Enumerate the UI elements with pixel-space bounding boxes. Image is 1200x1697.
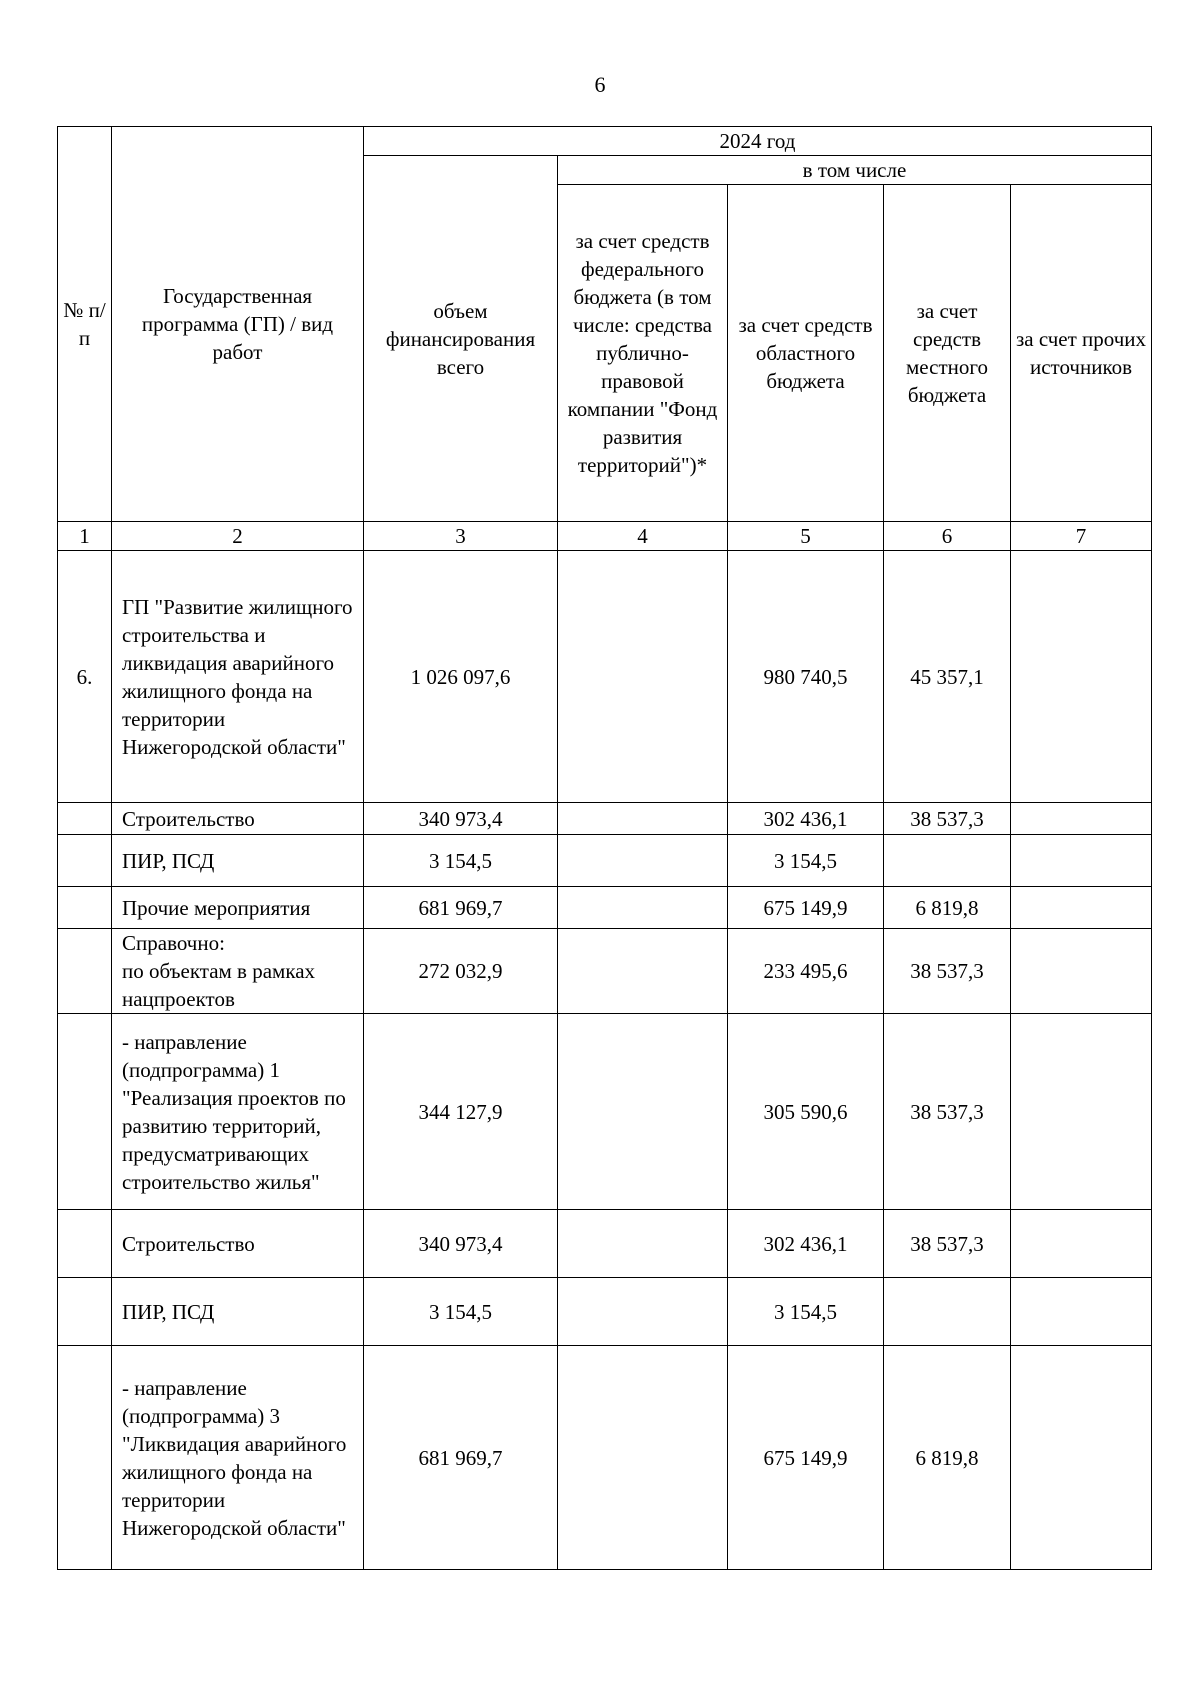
federal-budget xyxy=(558,929,728,1014)
total-funding: 1 026 097,6 xyxy=(364,551,558,803)
column-number: 2 xyxy=(112,522,364,551)
local-budget: 38 537,3 xyxy=(884,803,1011,835)
header-federal-budget: за счет средств федерального бюджета (в том числе: средства публично-правовой компании "Фонд развития территорий")* xyxy=(558,185,728,522)
header-row-number: № п/п xyxy=(58,127,112,522)
local-budget: 6 819,8 xyxy=(884,1346,1011,1570)
table-row xyxy=(58,1210,1152,1278)
regional-budget: 305 590,6 xyxy=(728,1014,884,1210)
regional-budget: 302 436,1 xyxy=(728,803,884,835)
total-funding: 272 032,9 xyxy=(364,929,558,1014)
work-type: Прочие мероприятия xyxy=(112,887,364,929)
table-header xyxy=(58,127,1152,551)
local-budget: 38 537,3 xyxy=(884,929,1011,1014)
table-row xyxy=(58,835,1152,887)
total-funding: 340 973,4 xyxy=(364,1210,558,1278)
row-number xyxy=(58,1346,112,1570)
table-row xyxy=(58,1278,1152,1346)
header-program-name: Государственная программа (ГП) / вид работ xyxy=(112,127,364,522)
work-type: Строительство xyxy=(112,803,364,835)
row-number: 6. xyxy=(58,551,112,803)
row-number xyxy=(58,1014,112,1210)
other-sources xyxy=(1011,887,1152,929)
work-type: ПИР, ПСД xyxy=(112,1278,364,1346)
local-budget: 45 357,1 xyxy=(884,551,1011,803)
federal-budget xyxy=(558,1210,728,1278)
total-funding: 3 154,5 xyxy=(364,1278,558,1346)
table-row xyxy=(58,551,1152,803)
other-sources xyxy=(1011,1278,1152,1346)
federal-budget xyxy=(558,1278,728,1346)
column-number: 1 xyxy=(58,522,112,551)
table-row xyxy=(58,1014,1152,1210)
column-number: 3 xyxy=(364,522,558,551)
total-funding: 681 969,7 xyxy=(364,887,558,929)
federal-budget xyxy=(558,1346,728,1570)
other-sources xyxy=(1011,1346,1152,1570)
row-number xyxy=(58,887,112,929)
row-number xyxy=(58,1278,112,1346)
column-number-row xyxy=(58,522,1152,551)
column-number: 4 xyxy=(558,522,728,551)
column-number: 5 xyxy=(728,522,884,551)
federal-budget xyxy=(558,835,728,887)
other-sources xyxy=(1011,835,1152,887)
table-row xyxy=(58,803,1152,835)
header-total-funding: объем финансирования всего xyxy=(364,156,558,522)
header-regional-budget: за счет средств областного бюджета xyxy=(728,185,884,522)
table-row xyxy=(58,1346,1152,1570)
regional-budget: 302 436,1 xyxy=(728,1210,884,1278)
federal-budget xyxy=(558,551,728,803)
program-name: ГП "Развитие жилищного строительства и ликвидация аварийного жилищного фонда на территории Нижегородской области" xyxy=(112,551,364,803)
other-sources xyxy=(1011,929,1152,1014)
page-number: 6 xyxy=(594,72,606,97)
other-sources xyxy=(1011,551,1152,803)
column-number: 7 xyxy=(1011,522,1152,551)
other-sources xyxy=(1011,803,1152,835)
row-number xyxy=(58,835,112,887)
local-budget: 6 819,8 xyxy=(884,887,1011,929)
total-funding: 344 127,9 xyxy=(364,1014,558,1210)
header-year: 2024 год xyxy=(364,127,1152,156)
row-number xyxy=(58,803,112,835)
federal-budget xyxy=(558,887,728,929)
regional-budget: 675 149,9 xyxy=(728,887,884,929)
local-budget: 38 537,3 xyxy=(884,1210,1011,1278)
other-sources xyxy=(1011,1210,1152,1278)
regional-budget: 980 740,5 xyxy=(728,551,884,803)
local-budget xyxy=(884,1278,1011,1346)
regional-budget: 675 149,9 xyxy=(728,1346,884,1570)
regional-budget: 3 154,5 xyxy=(728,1278,884,1346)
total-funding: 3 154,5 xyxy=(364,835,558,887)
local-budget xyxy=(884,835,1011,887)
table-body xyxy=(58,551,1152,1570)
table-row xyxy=(58,887,1152,929)
federal-budget xyxy=(558,803,728,835)
regional-budget: 3 154,5 xyxy=(728,835,884,887)
reference-note: Справочно: по объектам в рамках нацпроектов xyxy=(112,929,364,1014)
federal-budget xyxy=(558,1014,728,1210)
work-type: ПИР, ПСД xyxy=(112,835,364,887)
header-other-sources: за счет прочих источников xyxy=(1011,185,1152,522)
total-funding: 340 973,4 xyxy=(364,803,558,835)
total-funding: 681 969,7 xyxy=(364,1346,558,1570)
header-including: в том числе xyxy=(558,156,1152,185)
work-type: Строительство xyxy=(112,1210,364,1278)
subprogram-name: - направление (подпрограмма) 3 "Ликвидация аварийного жилищного фонда на территории Нижегородской области" xyxy=(112,1346,364,1570)
table-row xyxy=(58,929,1152,1014)
local-budget: 38 537,3 xyxy=(884,1014,1011,1210)
row-number xyxy=(58,929,112,1014)
column-number: 6 xyxy=(884,522,1011,551)
header-local-budget: за счет средств местного бюджета xyxy=(884,185,1011,522)
row-number xyxy=(58,1210,112,1278)
regional-budget: 233 495,6 xyxy=(728,929,884,1014)
subprogram-name: - направление (подпрограмма) 1 "Реализация проектов по развитию территорий, предусматривающих строительство жилья" xyxy=(112,1014,364,1210)
other-sources xyxy=(1011,1014,1152,1210)
budget-table xyxy=(57,126,1152,1570)
